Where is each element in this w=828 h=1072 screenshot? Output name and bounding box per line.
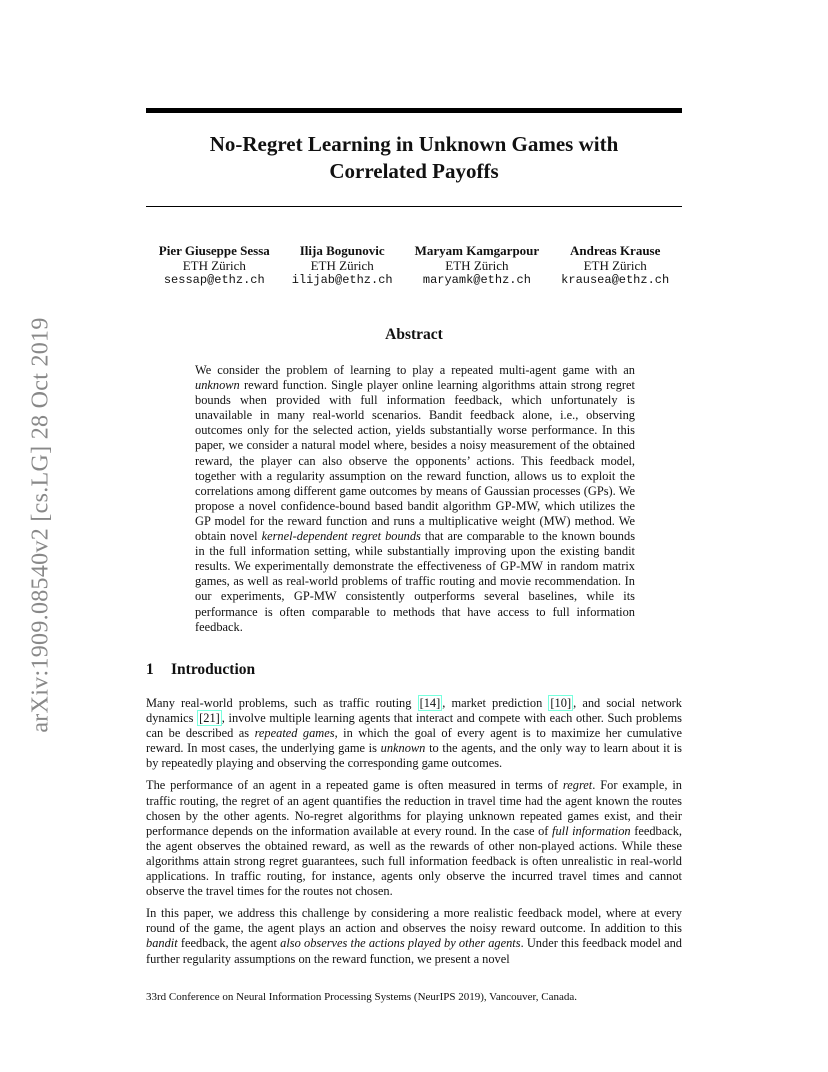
author-email: sessap@ethz.ch (163, 273, 265, 287)
author-4 (561, 243, 669, 288)
author-affiliation: ETH Zürich (445, 258, 509, 273)
abstract-heading: Abstract (385, 326, 443, 343)
paper-title (146, 131, 682, 185)
arxiv-side-stamp (26, 290, 56, 760)
conference-footnote: 33rd Conference on Neural Information Processing Systems (NeurIPS 2019), Vancouver, Canada. (146, 991, 578, 1003)
author-name: Andreas Krause (569, 243, 661, 258)
author-name: Ilija Bogunovic (299, 243, 385, 258)
author-1 (159, 243, 270, 288)
author-3 (415, 243, 540, 288)
paragraph-2: The performance of an agent in a repeated game is often measured in terms of regret. For example, in traffic routing, the regret of an agent quantifies the reduction in travel time had the agent known the routes chosen by the other agents. No-regret algorithms for playing unknown repeated games exist, and their performance depends on the information available at every round. In the case of full information feedback, the agent observes the obtained reward, as well as the rewards of other non-played actions. While these algorithms attain strong regret guarantees, such full information feedback is often unrealistic in real-world applications. In traffic routing, for instance, agents only observe the incurred travel times and cannot observe the travel times for the routes not chosen. (146, 778, 683, 899)
section-heading-introduction (146, 661, 255, 679)
title-rule-top (146, 108, 682, 113)
arxiv-stamp-text: arXiv:1909.08540v2 [cs.LG] 28 Oct 2019 (27, 317, 54, 733)
author-affiliation: ETH Zürich (310, 258, 374, 273)
citation-link[interactable]: [21] (199, 711, 220, 726)
citation-link[interactable]: [10] (550, 696, 572, 710)
author-email: maryamk@ethz.ch (422, 273, 531, 287)
title-line-1: No-Regret Learning in Unknown Games with (209, 132, 619, 156)
abstract-text: We consider the problem of learning to play a repeated multi-agent game with an unknown reward function. Single player online learning algorithms attain strong regret bounds when provided with full information feedback, which unfortunately is unavailable in many real-world scenarios. Bandit feedback alone, i.e., observing outcomes only for the selected action, yields substantially worse performance. In this paper, we consider a natural model where, besides a noisy measurement of the obtained reward, the player can also observe the opponents’ actions. This feedback model, together with a regularity assumption on the reward function, allows us to exploit the correlations among different game outcomes by means of Gaussian processes (GPs). We propose a novel confidence-bound based bandit algorithm GP-MW, which utilizes the GP model for the reward function and runs a multiplicative weight (MW) method. We obtain novel kernel-dependent regret bounds that are comparable to the known bounds in the full information setting, while substantially improving upon the existing bandit results. We experimentally demonstrate the effectiveness of GP-MW in random matrix games, as well as real-world problems of traffic routing and movie recommendation. In our experiments, GP-MW consistently outperforms several baselines, while its performance is often comparable to methods that have access to full information feedback. (195, 363, 636, 634)
paragraph-3: In this paper, we address this challenge by considering a more realistic feedback model, where at every round of the game, the agent plays an action and observes the noisy reward outcome. In addition to this bandit feedback, the agent also observes the actions played by other agents. Under this feedback model and further regularity assumptions on the reward function, we present a novel (146, 906, 682, 966)
introduction-body (146, 696, 682, 974)
author-name: Pier Giuseppe Sessa (158, 243, 270, 258)
paragraph-1: Many real-world problems, such as traffic routing [14] , market prediction [10] , and social network dynamics [21] , involve multiple learning agents that interact and compete with each other. Such problems can be described as repeated games, in which the goal of every agent is to maximize her cumulative reward. In most cases, the underlying game is unknown to the agents, and the only way to learn about it is by repeatedly playing and observing the corresponding game outcomes. (146, 696, 682, 771)
section-number: 1 (146, 661, 154, 678)
author-email: krausea@ethz.ch (561, 273, 670, 287)
citation-link[interactable]: [14] (419, 696, 441, 710)
author-name: Maryam Kamgarpour (414, 243, 540, 258)
section-title: Introduction (171, 661, 256, 678)
author-block (146, 243, 682, 288)
author-affiliation: ETH Zürich (583, 258, 647, 273)
title-line-2: Correlated Payoffs (329, 159, 499, 183)
author-email: ilijab@ethz.ch (291, 273, 393, 287)
title-rule-bottom (146, 206, 682, 207)
author-2 (292, 243, 393, 288)
author-affiliation: ETH Zürich (182, 258, 246, 273)
